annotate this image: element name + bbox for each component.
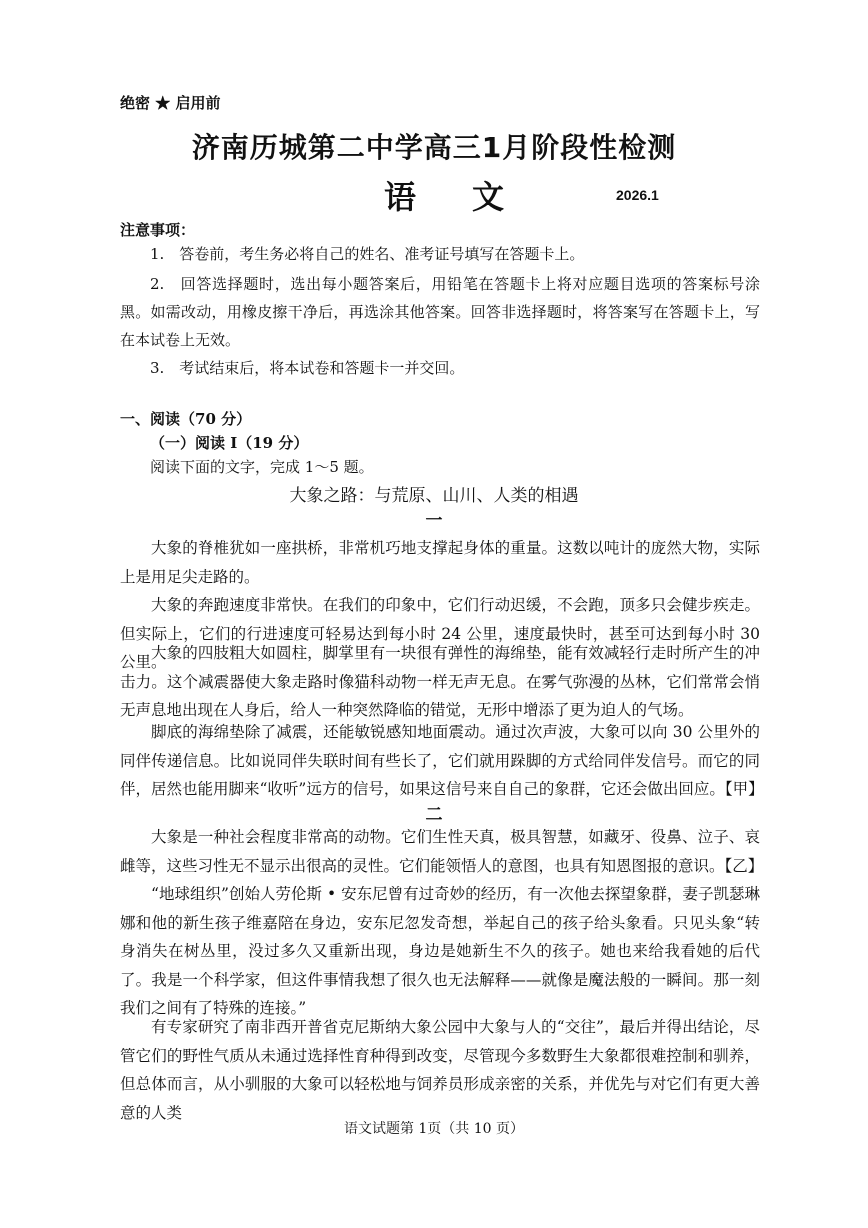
article-paragraph: 有专家研究了南非西开普省克尼斯纳大象公园中大象与人的“交往”，最后并得出结论，尽管它们的野性气质从未通过选择性育种得到改变，尽管现今多数野生大象都很难控制和驯养，但总体而言，从小驯服的大象可以轻松地与饲养员形成亲密的关系，并优先与对它们有更大善意的人类 — [120, 1018, 760, 1122]
page-footer: 语文试题第 1页（共 10 页） — [343, 1121, 525, 1137]
article-paragraph: 大象的奔跑速度非常快。在我们的印象中，它们行动迟缓，不会跑，顶多只会健步疾走。但实际上，它们的行进速度可轻易达到每小时 24 公里，速度最快时，甚至可达到每小时 30 公里。 — [120, 596, 760, 671]
note-item: 1. 答卷前，考生务必将自己的姓名、准考证号填写在答题卡上。 — [150, 245, 585, 263]
article-paragraph: 大象的四肢粗大如圆柱，脚掌里有一块很有弹性的海绵垫，能有效减轻行走时所产生的冲击力。这个减震器使大象走路时像猫科动物一样无声无息。在雾气弥漫的丛林，它们常常会悄无声息地出现在人身后，给人一种突然降临的错觉，无形中增添了更为迫人的气场。 — [120, 644, 760, 719]
article-paragraph: 大象是一种社会程度非常高的动物。它们生性天真，极具智慧，如藏牙、役鼻、泣子、哀雌等，这些习性无不显示出很高的灵性。它们能领悟人的意图，也具有知恩图报的意识。【乙】 — [120, 828, 764, 875]
article-paragraph: “地球组织”创始人劳伦斯 • 安东尼曾有过奇妙的经历，有一次他去探望象群，妻子凯瑟琳娜和他的新生孩子维嘉陪在身边，安东尼忽发奇想，举起自己的孩子给头象看。只见头象“转身消失在树丛里，没过多久又重新出现，身边是她新生不久的孩子。她也来给我看她的后代了。我是一个科学家，但这件事情我想了很久也无法解释——就像是魔法般的一瞬间。那一刻我们之间有了特殊的连接。” — [120, 885, 760, 1017]
subject-title: 语文 — [384, 178, 561, 216]
article-title: 大象之路：与荒原、山川、人类的相遇 — [289, 486, 579, 506]
article-paragraph: 大象的脊椎犹如一座拱桥，非常机巧地支撑起身体的重量。这数以吨计的庞然大物，实际上是用足尖走路的。 — [120, 539, 760, 586]
exam-date: 2026.1 — [616, 187, 659, 203]
section-heading: 一、阅读（70 分） — [120, 410, 252, 428]
reading-instruction: 阅读下面的文字，完成 1～5 题。 — [150, 458, 374, 476]
part-one-label: 一 — [425, 511, 443, 531]
notes-heading: 注意事项： — [120, 221, 196, 239]
confidential-label: 绝密 ★ 启用前 — [120, 94, 221, 112]
note-item: 2. 回答选择题时，选出每小题答案后，用铅笔在答题卡上将对应题目选项的答案标号涂黑。如需改动，用橡皮擦干净后，再选涂其他答案。回答非选择题时，将答案写在答题卡上，写在本试卷上无效。 — [120, 275, 760, 349]
note-item: 3. 考试结束后，将本试卷和答题卡一并交回。 — [150, 359, 465, 377]
exam-title: 济南历城第二中学高三1月阶段性检测 — [191, 131, 677, 164]
article-paragraph: 脚底的海绵垫除了减震，还能敏锐感知地面震动。通过次声波，大象可以向 30 公里外的同伴传递信息。比如说同伴失联时间有些长了，它们就用跺脚的方式给同伴发信号。而它的同伴，居然也能用脚来“收听”远方的信号，如果这信号来自自己的象群，它还会做出回应。【甲】 — [120, 723, 764, 798]
subsection-heading: （一）阅读 I（19 分） — [150, 434, 309, 452]
part-two-label: 二 — [425, 805, 443, 825]
